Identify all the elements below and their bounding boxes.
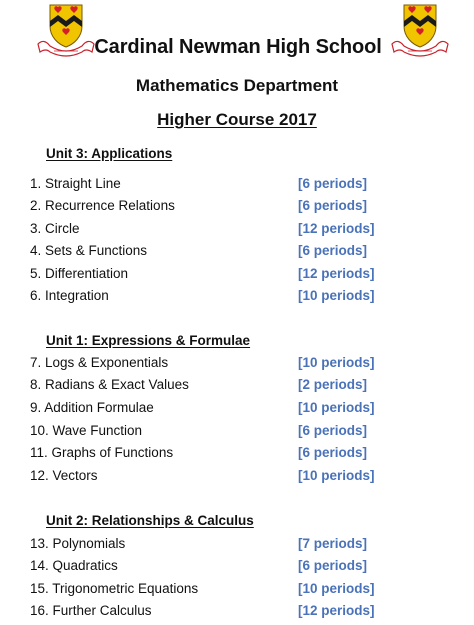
topic-label: 8. Radians & Exact Values xyxy=(30,377,189,392)
topic-label: 16. Further Calculus xyxy=(30,603,152,618)
topic-periods: [6 periods] xyxy=(298,198,368,213)
topic-periods: [12 periods] xyxy=(298,221,375,236)
topic-row xyxy=(0,377,474,399)
topic-row xyxy=(0,355,474,377)
topic-row xyxy=(0,198,474,220)
topic-label: 6. Integration xyxy=(30,288,109,303)
topic-periods: [10 periods] xyxy=(298,468,375,483)
topic-label: 2. Recurrence Relations xyxy=(30,198,175,213)
topic-periods: [6 periods] xyxy=(298,423,368,438)
topic-label: 3. Circle xyxy=(30,221,80,236)
topic-row xyxy=(0,603,474,625)
topic-label: 15. Trigonometric Equations xyxy=(30,581,199,596)
school-crest-icon xyxy=(36,2,96,58)
topic-label: 13. Polynomials xyxy=(30,536,126,551)
topic-row xyxy=(0,468,474,490)
topic-periods: [10 periods] xyxy=(298,355,375,370)
topic-periods: [6 periods] xyxy=(298,558,368,573)
topic-periods: [10 periods] xyxy=(298,581,375,596)
topic-row xyxy=(0,266,474,288)
topic-periods: [10 periods] xyxy=(298,400,375,415)
topic-label: 7. Logs & Exponentials xyxy=(30,355,169,370)
unit-heading: Unit 2: Relationships & Calculus xyxy=(46,513,254,528)
topic-row xyxy=(0,243,474,265)
course-title-text: Higher Course 2017 xyxy=(157,110,317,129)
unit-heading: Unit 3: Applications xyxy=(46,146,173,161)
topic-row xyxy=(0,176,474,198)
department-title: Mathematics Department xyxy=(135,76,339,95)
school-crest-icon xyxy=(390,2,450,58)
topic-row xyxy=(0,288,474,310)
topic-row xyxy=(0,558,474,580)
topic-row xyxy=(0,536,474,558)
topic-periods: [6 periods] xyxy=(298,176,368,191)
topic-periods: [6 periods] xyxy=(298,445,368,460)
unit-heading: Unit 1: Expressions & Formulae xyxy=(46,333,251,348)
topic-row xyxy=(0,221,474,243)
topic-periods: [2 periods] xyxy=(298,377,368,392)
topic-row xyxy=(0,400,474,422)
topic-periods: [12 periods] xyxy=(298,266,375,281)
topic-periods: [7 periods] xyxy=(298,536,368,551)
topic-row xyxy=(0,445,474,467)
topic-label: 11. Graphs of Functions xyxy=(30,445,174,460)
topic-label: 1. Straight Line xyxy=(30,176,121,191)
topic-row xyxy=(0,581,474,603)
topic-label: 14. Quadratics xyxy=(30,558,118,573)
topic-label: 4. Sets & Functions xyxy=(30,243,148,258)
topic-row xyxy=(0,423,474,445)
topic-periods: [6 periods] xyxy=(298,243,368,258)
topic-label: 12. Vectors xyxy=(30,468,98,483)
topic-label: 9. Addition Formulae xyxy=(30,400,154,415)
topic-periods: [12 periods] xyxy=(298,603,375,618)
course-title xyxy=(0,110,474,130)
topic-label: 5. Differentiation xyxy=(30,266,129,281)
topic-periods: [10 periods] xyxy=(298,288,375,303)
topic-label: 10. Wave Function xyxy=(30,423,143,438)
school-title: Cardinal Newman High School xyxy=(94,36,382,58)
